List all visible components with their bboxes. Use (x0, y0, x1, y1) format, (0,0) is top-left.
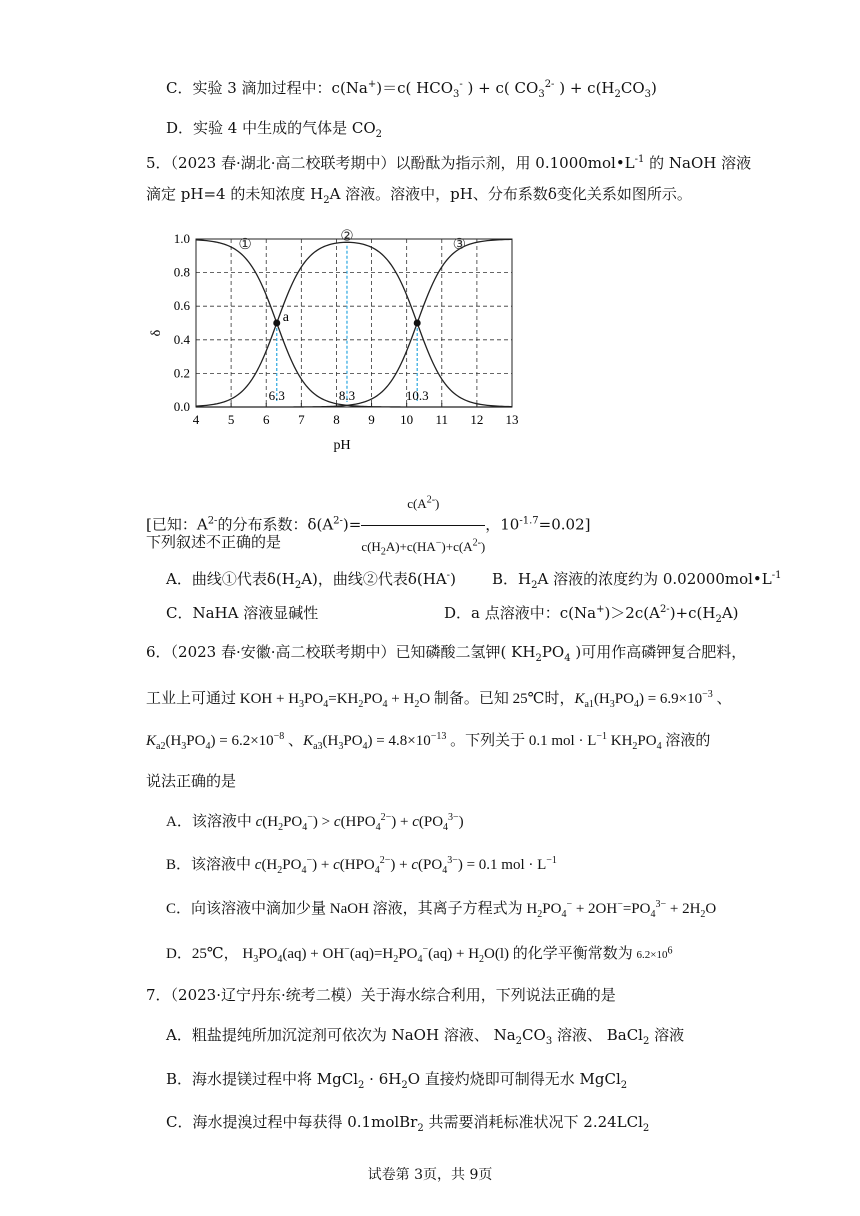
distribution-curve-2 (196, 242, 512, 406)
q4-option-d[interactable]: D．实验 4 中生成的气体是 $CO_2$ (166, 119, 383, 140)
chart-y-label: δ (149, 329, 164, 337)
x-tick-label: 4 (192, 412, 200, 427)
x-tick-label: 11 (435, 412, 449, 427)
q5-option-b[interactable]: B．$H_2A$ 溶液的浓度约为 $0.02000mol•L^{-1}$ (492, 570, 782, 591)
x-tick-label: 13 (505, 412, 519, 427)
x-tick-label: 9 (368, 412, 375, 427)
pka-line-label: 8.3 (338, 387, 356, 403)
x-tick-label: 5 (227, 412, 235, 427)
q5-stem-line2: 滴定 pH=4 的未知浓度 $H_2A$ 溶液。溶液中，pH、分布系数δ变化关系如图所示。 (146, 185, 692, 206)
q5-option-c[interactable]: C．NaHA 溶液显碱性 (166, 604, 319, 622)
distribution-curve-1 (196, 240, 512, 407)
series-label: ② (340, 228, 354, 245)
q6-stem-line2: 工业上可通过 KOH + $H_3PO_4=KH_2PO_4 + H_2O$ 制备。已知 25℃时，$K_{a1}(H_3PO_4) = 6.9\times 10^{-3}$ 、 (146, 689, 732, 710)
q6-stem-line1: 6．（2023 春·安徽·高二校联考期中）已知磷酸二氢钾( $KH_2PO_4$ )可用作高磷钾复合肥料， (146, 643, 747, 664)
page-footer: 试卷第 3页，共 9页 (367, 1167, 493, 1183)
x-tick-label: 6 (262, 412, 270, 427)
q7-stem: 7．（2023·辽宁丹东·统考二模）关于海水综合利用，下列说法正确的是 (146, 986, 616, 1004)
chart-curves (196, 239, 512, 407)
y-tick-label: 0.8 (173, 264, 190, 280)
x-tick-label: 8 (333, 412, 340, 427)
chart-x-label: pH (333, 438, 351, 453)
q6-stem-line4: 说法正确的是 (146, 772, 237, 790)
series-label: ③ (452, 237, 467, 254)
y-tick-label: 1.0 (173, 231, 190, 246)
y-tick-label: 0.2 (173, 365, 190, 381)
y-tick-label: 0.4 (173, 331, 190, 347)
chart-grid (196, 239, 512, 407)
point-label-a: a (282, 310, 289, 325)
q6-stem-line3: $K_{a2}(H_3PO_4) = 6.2\times 10^{-8}$ 、$K_{a3}(H_3PO_4) = 4.8\times 10^{-13}$ 。下列关于 0.1 mol · $L^{-1}$ $KH_2PO_4$ 溶液的 (146, 731, 711, 752)
chart-y-ticks (174, 231, 191, 414)
q6-option-a[interactable]: A．该溶液中 $c(H_2PO_4^-) > c(HPO_4^{2-}) + c(PO_4^{3-})$ (166, 812, 464, 833)
x-tick-label: 7 (298, 412, 305, 427)
q5-option-d[interactable]: D．a 点溶液中：$c(Na^+)>2c(A^{2-})+c(H_2A)$ (444, 604, 739, 625)
y-tick-label: 0.6 (173, 298, 190, 314)
chart-series-labels (238, 229, 466, 253)
q5-stem-line1: 5．（2023 春·湖北·高二校联考期中）以酚酞为指示剂，用 $0.1000mol•L^{-1}$ 的 NaOH 溶液 (146, 154, 752, 172)
q6-option-d[interactable]: D．25℃， $H_3PO_4(aq) + OH^-(aq)=H_2PO_4^-(aq) + H_2O(l)$ 的化学平衡常数为 $6.2\times 10^6$ (166, 944, 673, 965)
q6-option-b[interactable]: B．该溶液中 $c(H_2PO_4^-) + c(HPO_4^{2-}) + c(PO_4^{3-}) = 0.1$ mol · $L^{-1}$ (166, 855, 557, 876)
q5-known-note: [已知：$A^{2-}$的分布系数：$\delta(A^{2-})=$ $\frac{c(A^{2-})}{c(H_2A)+c(HA^-)+c(A^{2-})}$ ，$10^{-1.7}=0.02$] (146, 484, 590, 567)
chart-frame (196, 239, 512, 407)
chart-pka-lines (269, 246, 429, 403)
intersection-point (414, 320, 421, 327)
q6-option-c[interactable]: C．向该溶液中滴加少量 NaOH 溶液，其离子方程式为 $H_2PO_4^- + 2OH^-=PO_4^{3-} + 2H_2O$ (166, 899, 717, 920)
x-tick-label: 12 (470, 412, 484, 427)
series-label: ① (238, 237, 252, 254)
pka-line-label: 6.3 (268, 387, 285, 403)
q7-option-c[interactable]: C．海水提溴过程中每获得 0.1molBr$_2$ 共需要消耗标准状况下 2.24LCl$_2$ (166, 1113, 650, 1134)
distribution-curve-3 (196, 239, 512, 407)
intersection-point (273, 320, 280, 327)
q7-option-b[interactable]: B．海水提镁过程中将 MgCl$_2$ · $6H_2O$ 直接灼烧即可制得无水 MgCl$_2$ (166, 1070, 628, 1091)
distribution-fraction: $\frac{c(A^{2-})}{c(H_2A)+c(HA^-)+c(A^{2-})}$ (361, 484, 485, 567)
y-tick-label: 0.0 (173, 399, 190, 414)
pka-line-label: 10.3 (405, 387, 429, 403)
distribution-chart (140, 212, 530, 462)
q7-option-a[interactable]: A．粗盐提纯所加沉淀剂可依次为 NaOH 溶液、 $Na_2CO_3$ 溶液、 BaCl$_2$ 溶液 (166, 1026, 685, 1047)
q5-option-a[interactable]: A．曲线①代表$\delta(H_2A)$，曲线②代表δ(HA-) (166, 570, 456, 591)
q4-option-c[interactable]: C．实验 3 滴加过程中：c(Na+)＝c( $HCO_3^-$ ) + c( $CO_3^{2-}$ ) + $c(H_2CO_3)$ (166, 79, 657, 100)
q5-question: 下列叙述不正确的是 (146, 533, 282, 551)
x-tick-label: 10 (400, 412, 414, 427)
